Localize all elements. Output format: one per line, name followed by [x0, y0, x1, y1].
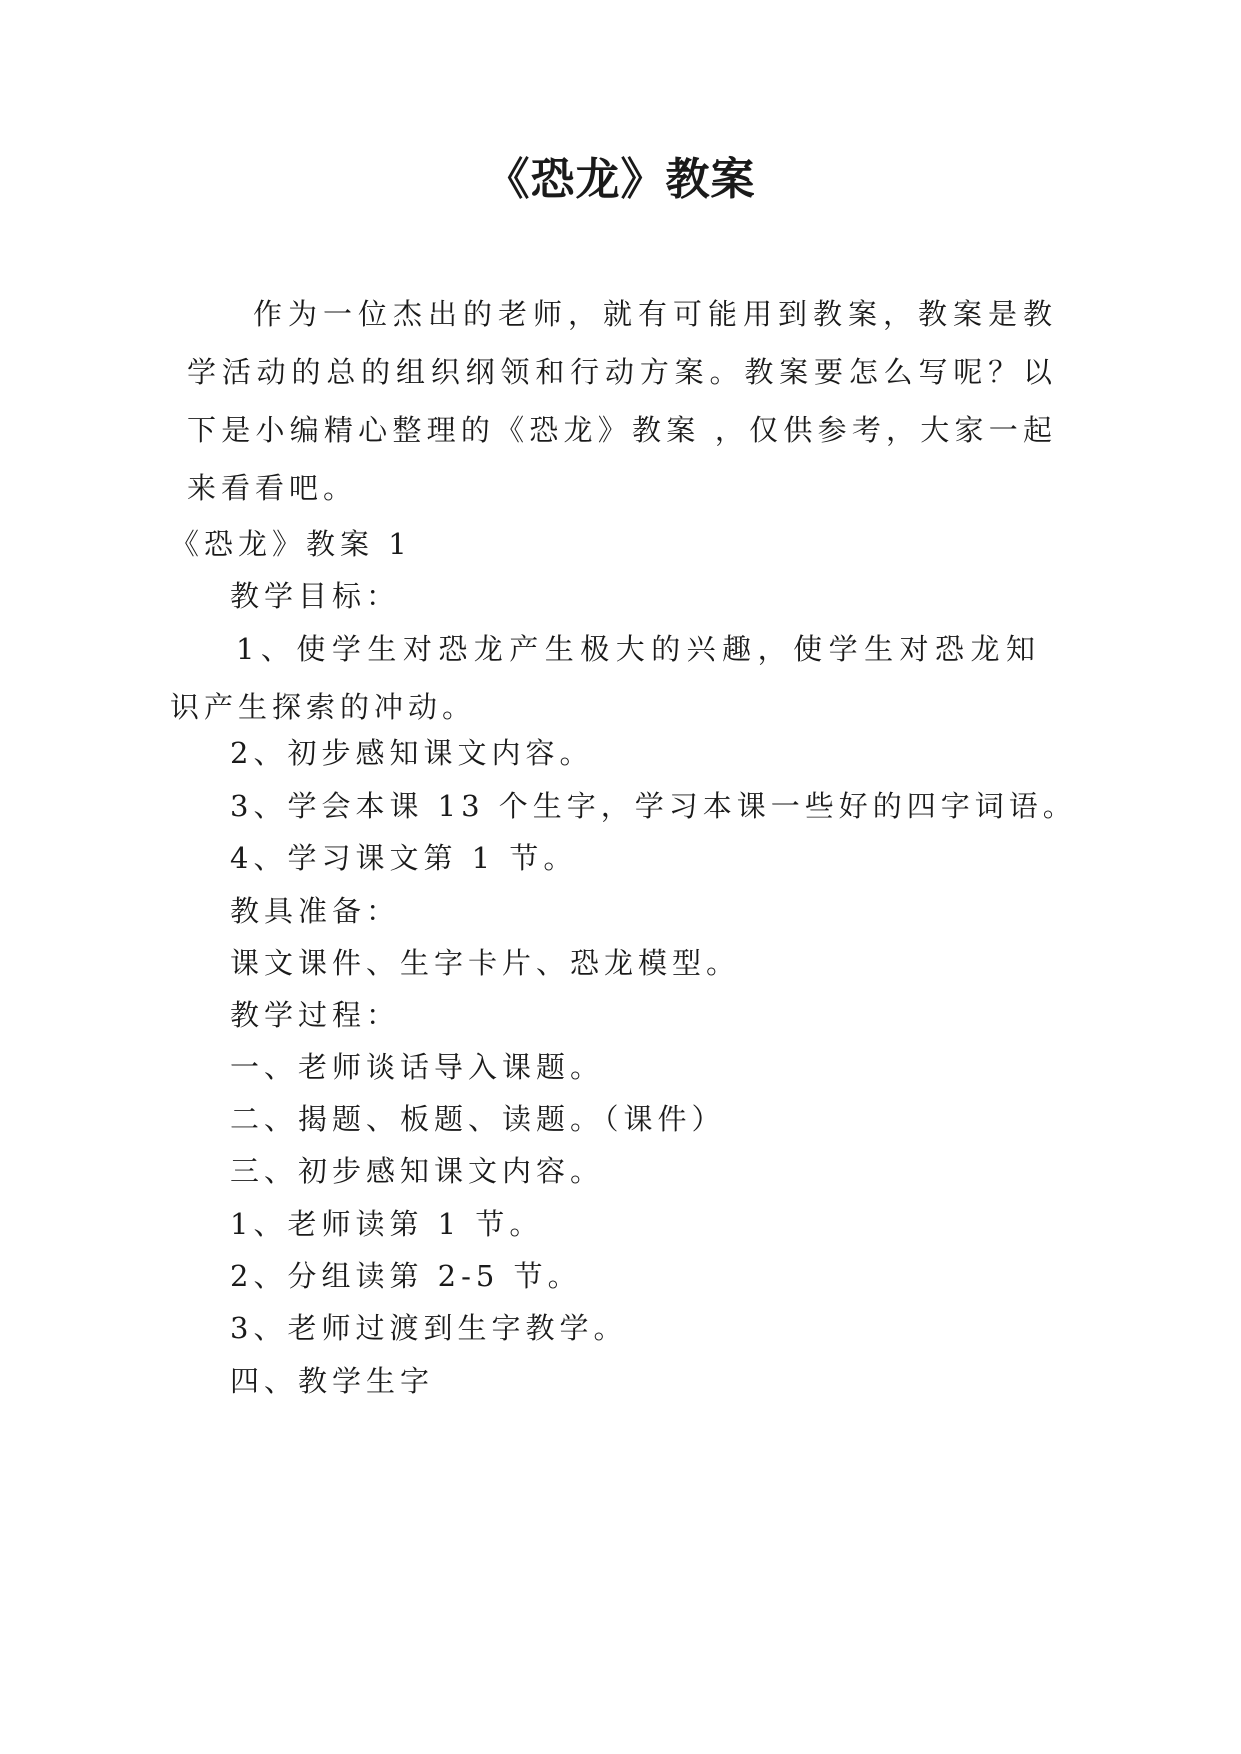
goal-1: 1、使学生对恐龙产生极大的兴趣，使学生对恐龙知识产生探索的冲动。 — [170, 632, 1040, 724]
process-label: 教学过程： — [230, 998, 401, 1032]
process-step-3: 三、初步感知课文内容。 — [230, 1154, 605, 1188]
process-step-3-2: 2、分组读第 2-5 节。 — [230, 1259, 582, 1293]
goal-4: 4、学习课文第 1 节。 — [230, 841, 578, 875]
section-heading: 《恐龙》教案 1 — [170, 527, 412, 561]
goals-label: 教学目标： — [230, 579, 401, 613]
document-title: 《恐龙》教案 — [485, 154, 756, 205]
materials-label: 教具准备： — [230, 894, 401, 928]
goal-3: 3、学会本课 13 个生字，学习本课一些好的四字词语。 — [230, 789, 1077, 823]
process-step-4: 四、教学生字 — [230, 1364, 435, 1398]
goal-2: 2、初步感知课文内容。 — [230, 736, 594, 770]
process-step-2: 二、揭题、板题、读题。（课件） — [230, 1102, 726, 1136]
intro-paragraph: 作为一位杰出的老师，就有可能用到教案，教案是教学活动的总的组织纲领和行动方案。教案要怎么写呢？以下是小编精心整理的《恐龙》教案 ，仅供参考，大家一起来看看吧。 — [187, 297, 1057, 505]
materials-text: 课文课件、生字卡片、恐龙模型。 — [230, 946, 741, 980]
process-step-1: 一、老师谈话导入课题。 — [230, 1050, 605, 1084]
process-step-3-3: 3、老师过渡到生字教学。 — [230, 1311, 628, 1345]
process-step-3-1: 1、老师读第 1 节。 — [230, 1207, 544, 1241]
